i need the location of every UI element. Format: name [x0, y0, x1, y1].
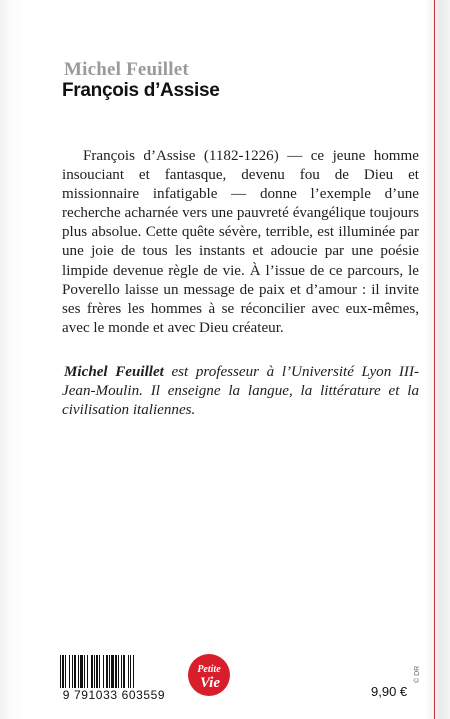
photo-credit: © DR [414, 665, 421, 683]
logo-text-vie: Vie [199, 675, 221, 691]
spine-edge [434, 0, 435, 719]
author-name: Michel Feuillet [64, 59, 189, 80]
blurb-text: François d’Assise (1182-1226) — ce jeune homme insouciant et fantasque, devenu fou de Dieu et missionnaire infatigable — donne l’exemple d’une recherche acharnée vers une pauvreté évangélique toujours plus absolue. Cette quête sévère, terrible, est illuminée par une joie de tous les instants et adoucie par une poésie limpide devenue règle de vie. À l’issue de ce parcours, le Poverello laisse un message de paix et d’amour : il invite ses frères les hommes à se réconcilier avec eux-mêmes, avec le monde et avec Dieu créateur. [62, 148, 419, 336]
bio-text: est professeur à l’Université Lyon III-Jean-Moulin. Il enseigne la langue, la littérature et la civilisation italiennes. [62, 364, 419, 419]
bio-author-name: Michel Feuillet [64, 364, 164, 380]
isbn-number: 9 791033 603559 [62, 688, 166, 702]
price: 9,90 € [371, 684, 408, 699]
barcode [58, 655, 170, 692]
book-title: François d’Assise [62, 80, 220, 101]
logo-text-petite: Petite [197, 664, 221, 675]
petite-vie-logo [187, 653, 231, 697]
author-bio [62, 363, 419, 420]
